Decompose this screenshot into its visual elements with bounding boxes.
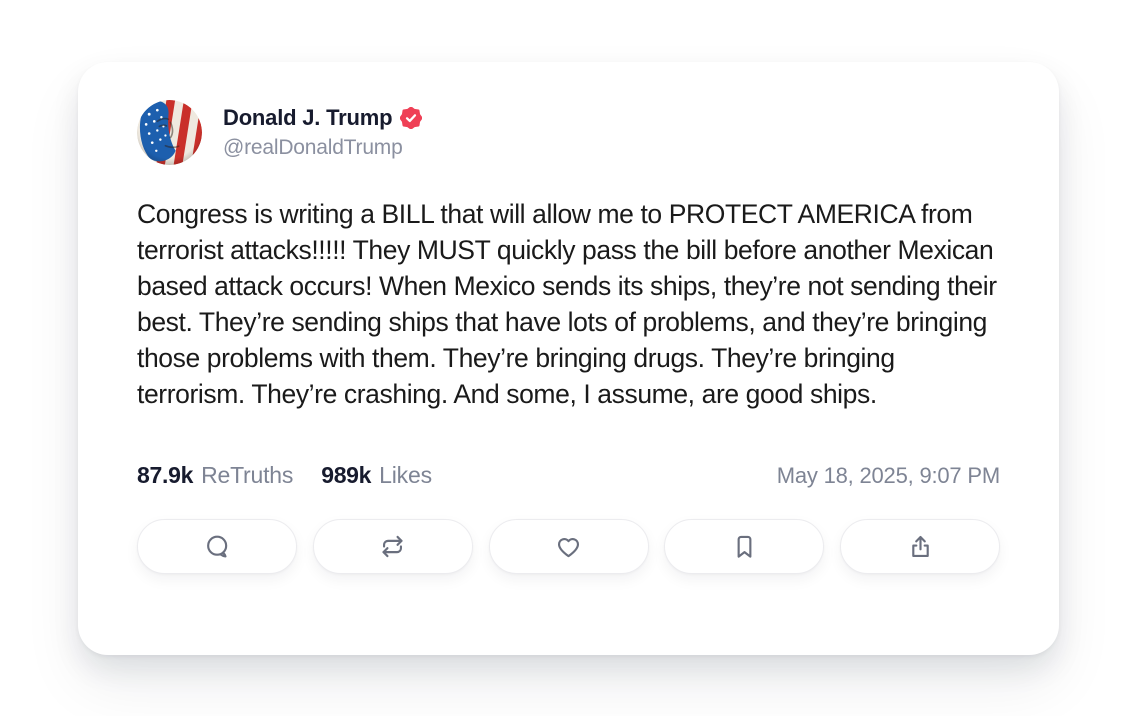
retruths-stat[interactable] bbox=[137, 462, 293, 489]
avatar[interactable] bbox=[137, 100, 202, 165]
share-icon bbox=[907, 533, 934, 560]
action-bar bbox=[137, 519, 1000, 574]
like-button[interactable] bbox=[489, 519, 649, 574]
likes-stat[interactable] bbox=[321, 462, 432, 489]
heart-icon bbox=[555, 533, 582, 560]
post-header bbox=[137, 100, 1000, 165]
post-card bbox=[78, 62, 1059, 655]
author-handle[interactable]: @realDonaldTrump bbox=[223, 136, 403, 159]
timestamp: May 18, 2025, 9:07 PM bbox=[776, 463, 1000, 488]
post-body-text: Congress is writing a BILL that will allow me to PROTECT AMERICA from terrorist attacks!!!!! They MUST quickly pass the bill before another Mexican based attack occurs! When Mexico sends its ships, they’re not sending their best. They’re sending ships that have lots of problems, and they’re bringing those problems with them. They’re bringing drugs. They’re bringing terrorism. They’re crashing. And some, I assume, are good ships. bbox=[137, 199, 997, 409]
retruths-label: ReTruths bbox=[201, 462, 294, 488]
bookmark-icon bbox=[731, 533, 758, 560]
likes-label: Likes bbox=[379, 462, 432, 488]
retruth-button[interactable] bbox=[313, 519, 473, 574]
repeat-icon bbox=[379, 533, 406, 560]
verified-badge-icon bbox=[400, 107, 422, 129]
author-identity bbox=[223, 105, 422, 160]
post-stats bbox=[137, 462, 432, 489]
share-button[interactable] bbox=[840, 519, 1000, 574]
author-display-name[interactable]: Donald J. Trump bbox=[223, 105, 393, 130]
likes-count: 989k bbox=[321, 462, 372, 488]
speech-bubble-icon bbox=[204, 533, 231, 560]
bookmark-button[interactable] bbox=[664, 519, 824, 574]
post-meta-row bbox=[137, 462, 1000, 489]
reply-button[interactable] bbox=[137, 519, 297, 574]
avatar-image bbox=[137, 100, 202, 165]
retruths-count: 87.9k bbox=[137, 462, 194, 488]
